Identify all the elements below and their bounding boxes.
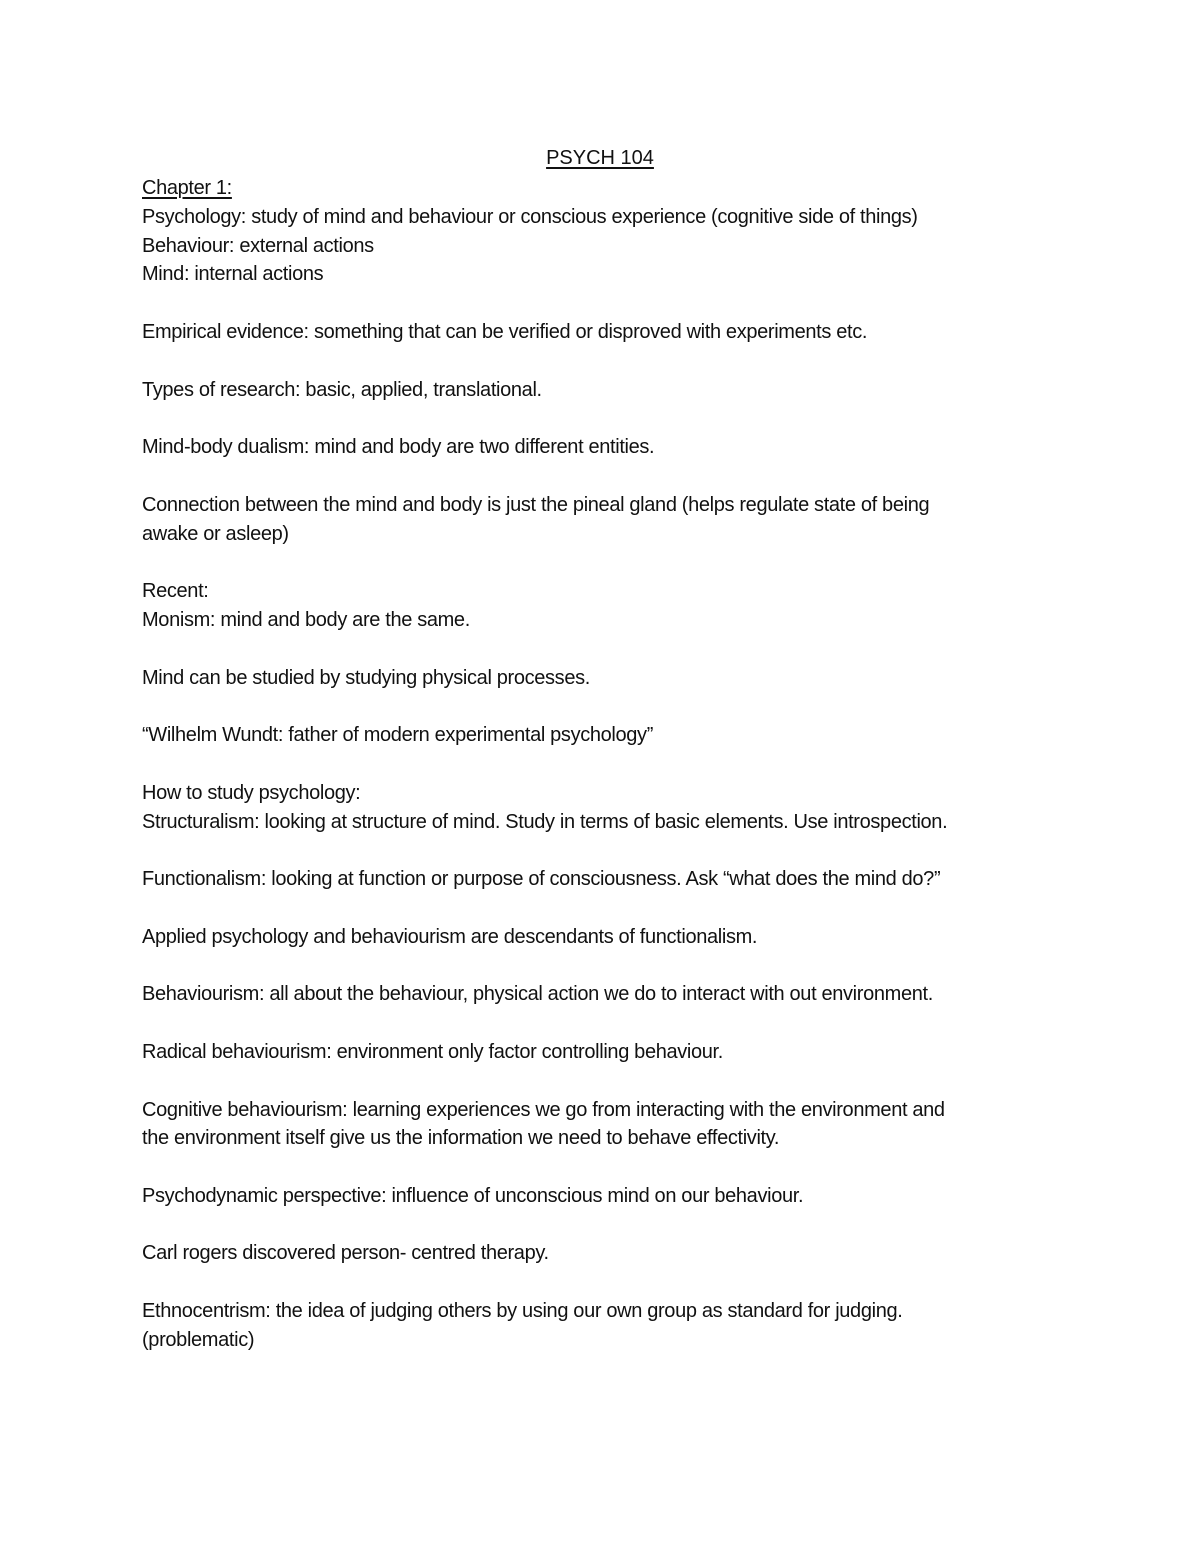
text-line: Connection between the mind and body is just the pineal gland (helps regulate state of being <box>142 493 930 516</box>
text-line: the environment itself give us the information we need to behave effectivity. <box>142 1127 780 1150</box>
paragraph-gap <box>142 1067 1062 1096</box>
text-line: Psychology: study of mind and behaviour or conscious experience (cognitive side of things) <box>142 205 918 228</box>
document-body <box>142 174 1062 1355</box>
paragraph-gap <box>142 1211 1062 1240</box>
text-line: Recent: <box>142 580 209 603</box>
text-line: Ethnocentrism: the idea of judging others by using our own group as standard for judging. <box>142 1300 903 1323</box>
paragraph-gap <box>142 692 1062 721</box>
text-line: Mind-body dualism: mind and body are two different entities. <box>142 436 655 459</box>
document-title: PSYCH 104 <box>546 147 654 169</box>
text-line: Mind can be studied by studying physical processes. <box>142 666 590 689</box>
text-line: Behaviour: external actions <box>142 234 374 257</box>
paragraph-gap <box>142 1268 1062 1297</box>
paragraph-gap <box>142 750 1062 779</box>
text-line: (problematic) <box>142 1328 255 1351</box>
paragraph-gap <box>142 462 1062 491</box>
text-line: Monism: mind and body are the same. <box>142 608 470 631</box>
text-line: How to study psychology: <box>142 781 361 804</box>
paragraph-gap <box>142 836 1062 865</box>
text-line: “Wilhelm Wundt: father of modern experimental psychology” <box>142 724 654 747</box>
text-line: Radical behaviourism: environment only factor controlling behaviour. <box>142 1040 723 1063</box>
text-line: Psychodynamic perspective: influence of unconscious mind on our behaviour. <box>142 1184 804 1207</box>
paragraph-gap <box>142 548 1062 577</box>
paragraph-gap <box>142 347 1062 376</box>
paragraph-gap <box>142 952 1062 981</box>
text-line: Types of research: basic, applied, translational. <box>142 378 542 401</box>
text-line: Applied psychology and behaviourism are descendants of functionalism. <box>142 925 758 948</box>
paragraph-gap <box>142 635 1062 664</box>
paragraph-gap <box>142 894 1062 923</box>
text-line: Structuralism: looking at structure of mind. Study in terms of basic elements. Use introspection. <box>142 810 948 833</box>
text-line: Carl rogers discovered person- centred therapy. <box>142 1242 549 1265</box>
paragraph-gap <box>142 404 1062 433</box>
text-line: Empirical evidence: something that can be verified or disproved with experiments etc. <box>142 320 868 343</box>
chapter-heading: Chapter 1: <box>142 177 232 199</box>
text-line: awake or asleep) <box>142 522 289 545</box>
text-line: Cognitive behaviourism: learning experiences we go from interacting with the environment and <box>142 1098 945 1121</box>
paragraph-gap <box>142 1009 1062 1038</box>
text-line: Mind: internal actions <box>142 263 324 286</box>
text-line: Behaviourism: all about the behaviour, physical action we do to interact with out environment. <box>142 983 933 1006</box>
text-line: Functionalism: looking at function or purpose of consciousness. Ask “what does the mind do?” <box>142 868 941 891</box>
paragraph-gap <box>142 1153 1062 1182</box>
paragraph-gap <box>142 289 1062 318</box>
